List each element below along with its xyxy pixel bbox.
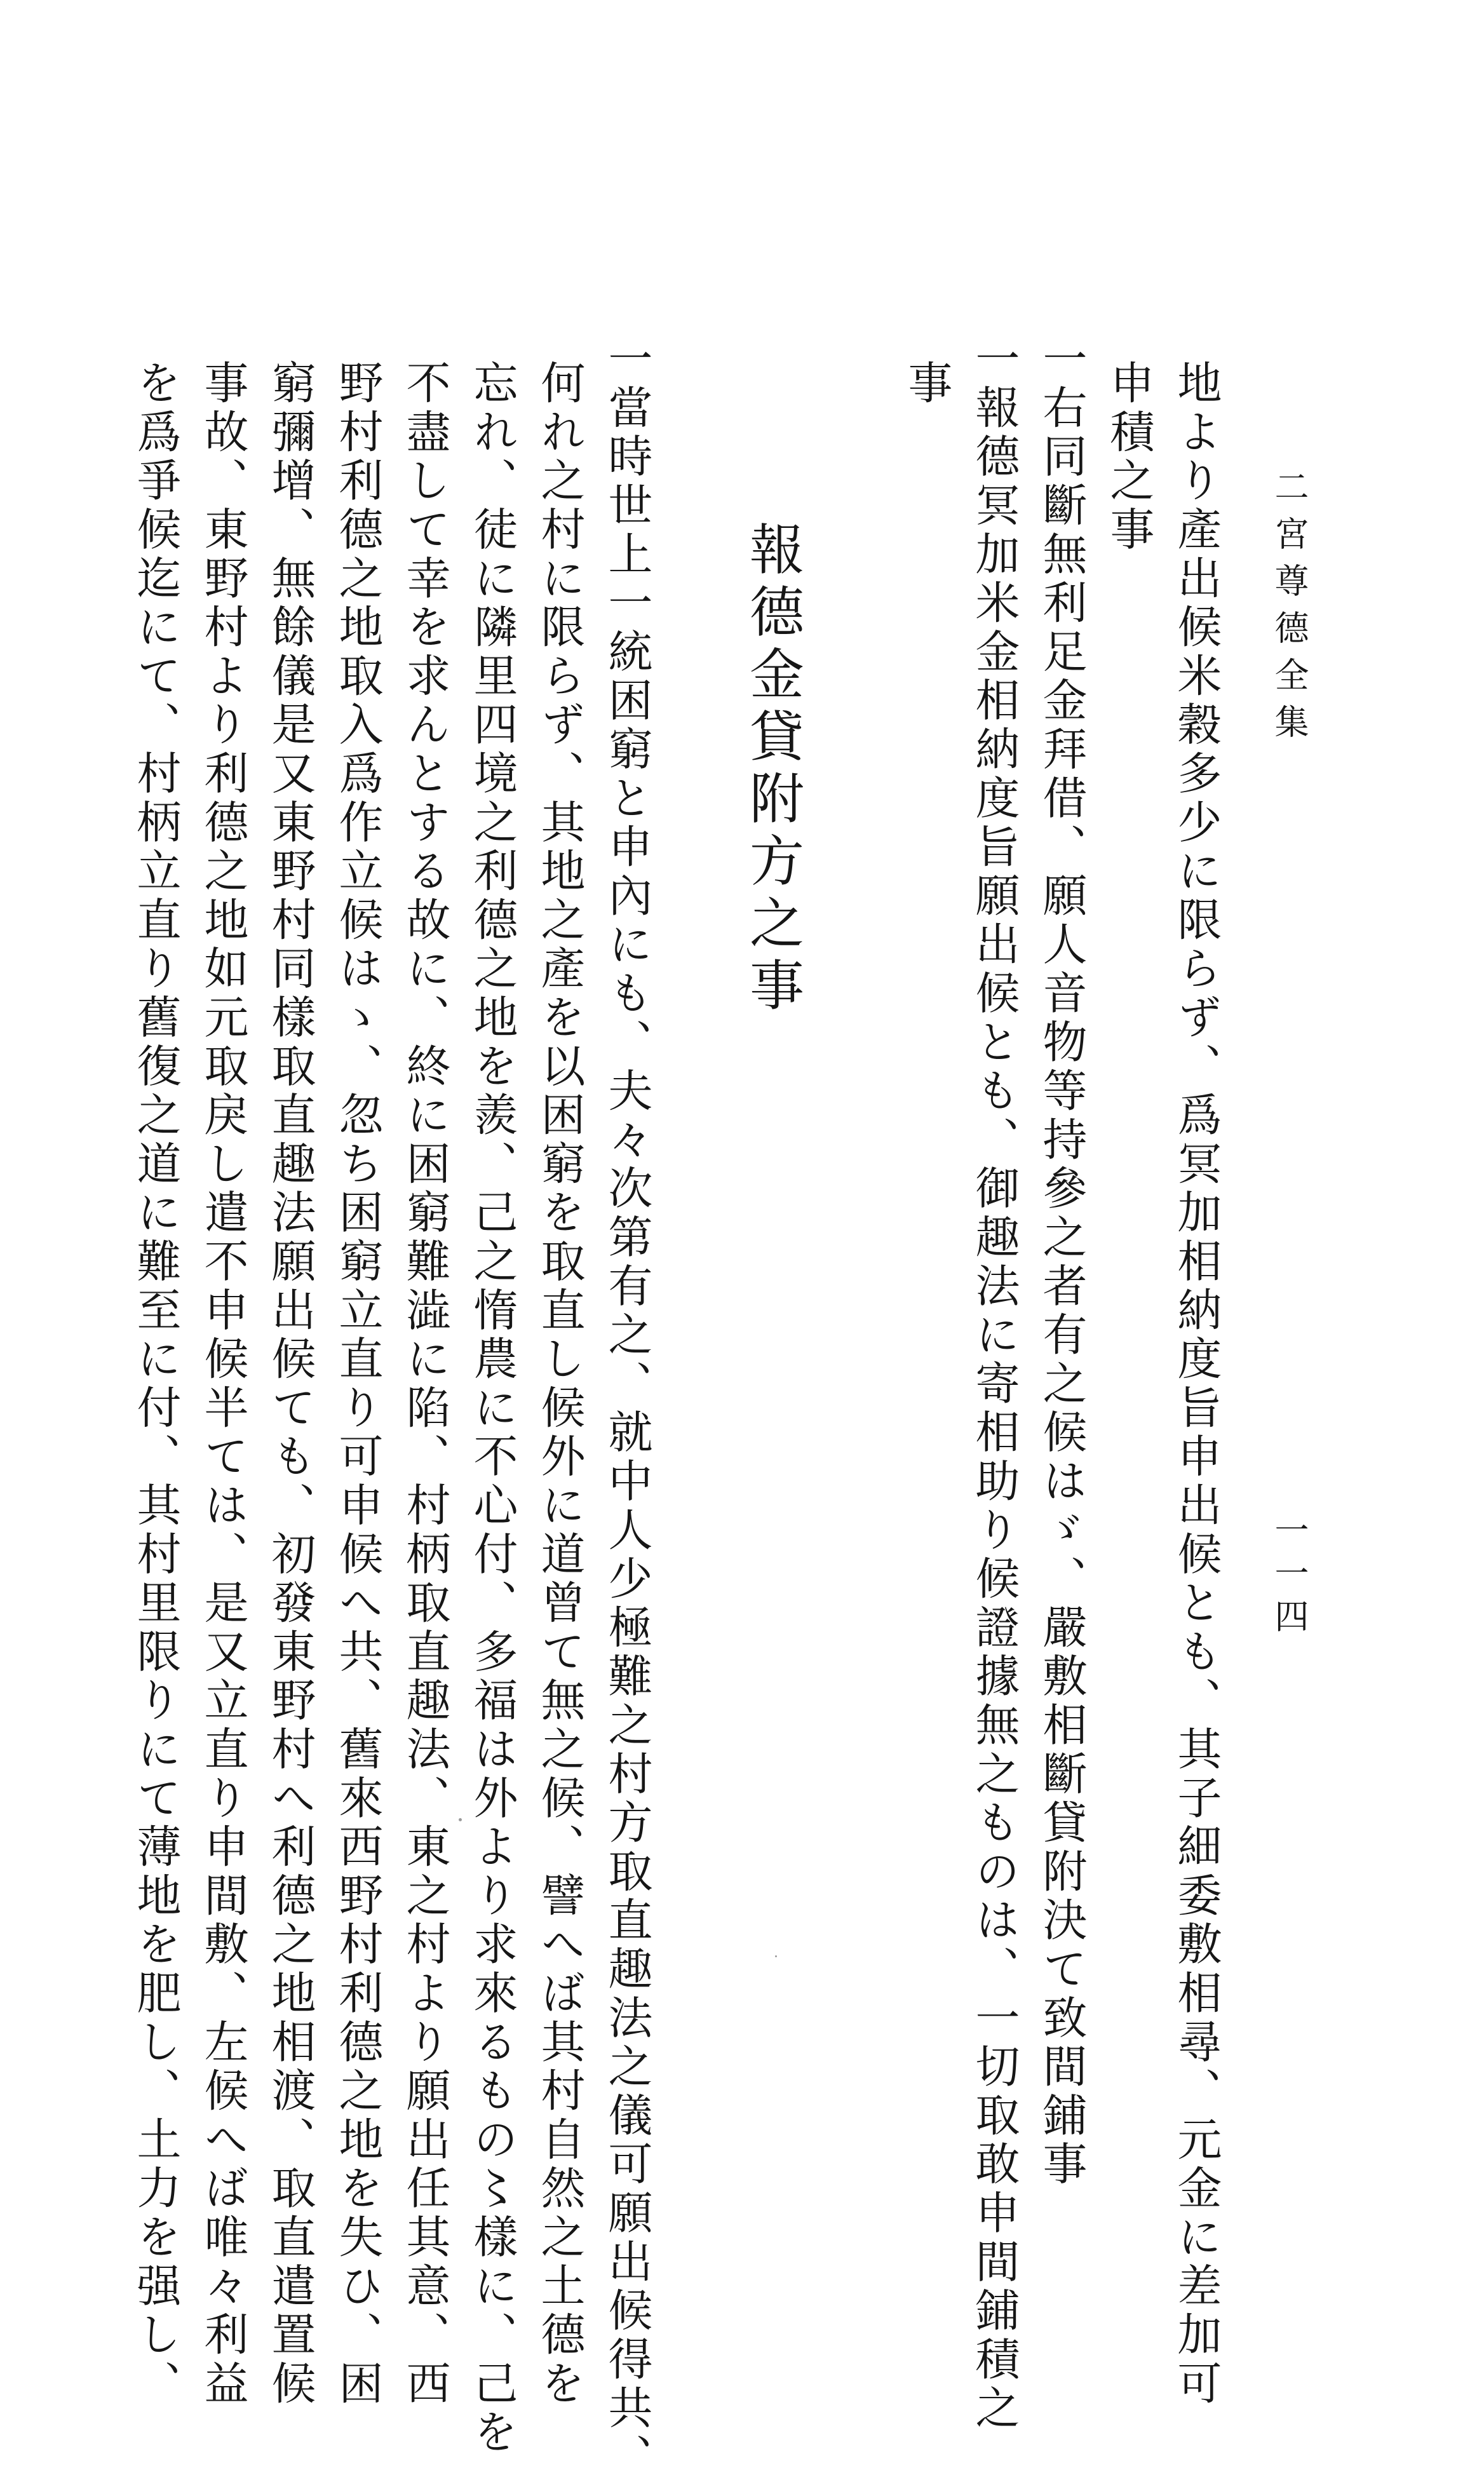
text-column-10: 不盡して幸を求んとする故に、終に困窮難澁に陷、村柄取直趣法、東之村より願出任其意、西	[399, 360, 451, 2409]
text-column-2: 申積之事	[1103, 360, 1155, 555]
text-column-4: 一報德冥加米金相納度旨願出候とも、御趣法に寄相助り候證據無之ものは、一切取敢申間鋪積之	[968, 335, 1020, 2434]
text-column-8: 何れ之村に限らず、其地之產を以困窮を取直し候外に道曾て無之候、譬へば其村自然之土德を	[534, 360, 586, 2409]
scan-speck	[775, 1955, 777, 1957]
page-number: 一一四	[1269, 1512, 1309, 1642]
text-column-14: を爲爭候迄にて、村柄立直り舊復之道に難至に付、其村里限りにて薄地を肥し、土力を强し、	[130, 360, 182, 2409]
text-column-13: 事故、東野村より利德之地如元取戾し遣不申候半ては、是又立直り申間敷、左候へば唯々利益	[197, 360, 249, 2409]
text-column-11: 野村利德之地取入爲作立候はゝ、忽ち困窮立直り可申候へ共、舊來西野村利德之地を失ひ、困	[332, 360, 384, 2409]
text-column-5: 事	[901, 360, 953, 408]
text-column-7: 一當時世上一統困窮と申內にも、夫々次第有之、就中人少極難之村方取直趣法之儀可願出候得共、	[601, 335, 653, 2482]
scan-speck	[459, 1818, 462, 1821]
running-header-title: 二宮尊德全集	[1269, 469, 1309, 751]
text-column-9: 忘れ、徒に隣里四境之利德之地を羨、己之惰農に不心付、多福は外より求來るもの〻樣に、己を	[466, 360, 518, 2458]
text-column-3: 一右同斷無利足金拜借、願人音物等持參之者有之候はゞ、嚴敷相斷貸附決て致間鋪事	[1035, 335, 1088, 2190]
text-column-12: 窮彌增、無餘儀是又東野村同樣取直趣法願出候ても、初發東野村へ利德之地相渡、取直遣置候	[264, 360, 316, 2409]
section-heading: 報德金貸附方之事	[740, 521, 804, 1019]
text-column-1: 地より產出候米穀多少に限らず、爲冥加相納度旨申出候とも、其子細委敷相尋、元金に差加可	[1170, 360, 1222, 2409]
